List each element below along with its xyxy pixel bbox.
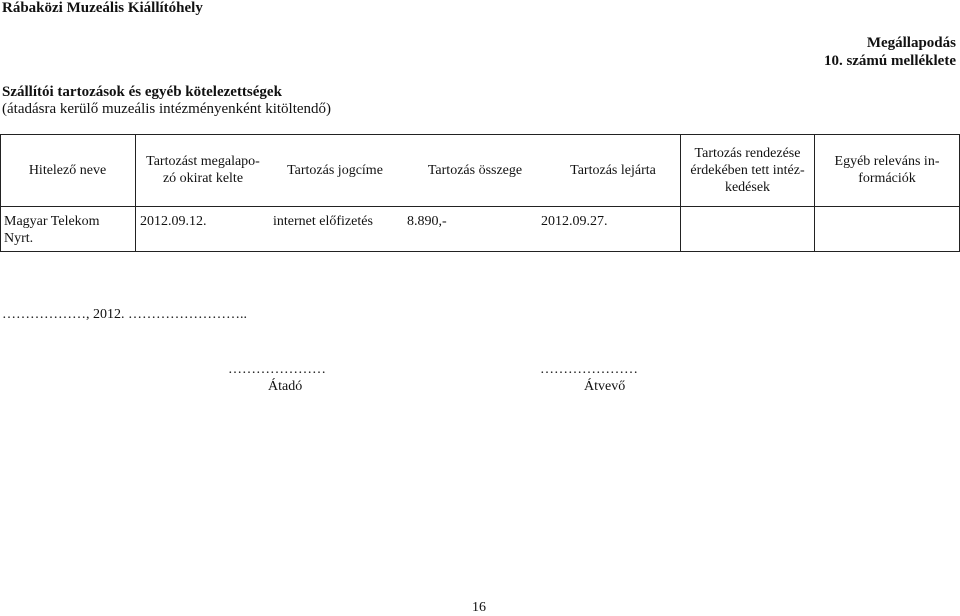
header-debt-amount: Tartozás összege [427, 162, 523, 178]
page-number: 16 [472, 600, 486, 615]
header-debt-title: Tartozás jogcíme [287, 162, 383, 178]
cell-debt-title: internet előfizetés [273, 214, 373, 229]
header-creditor-name: Hitelező neve [28, 162, 107, 178]
header-debt-due: Tartozás lejárta [570, 162, 656, 178]
annex-label: 10. számú melléklete [823, 53, 956, 69]
header-settlement-measures: Tartozás rendezése érdekében tett intéz- kedések [690, 145, 805, 195]
cell-creditor-name: Magyar Telekom Nyrt. [4, 214, 100, 246]
place-date-line: ………………, 2012. …………………….. [2, 307, 247, 322]
handover-signature-line: ………………… [228, 362, 326, 377]
organization-name: Rábaközi Muzeális Kiállítóhely [2, 0, 203, 16]
document-title: Szállítói tartozások és egyéb kötelezettségek [2, 84, 282, 100]
receiver-label: Átvevő [584, 379, 626, 394]
header-other-info: Egyéb releváns in- formációk [834, 154, 940, 186]
header-document-date: Tartozást megalapo- zó okirat kelte [146, 154, 260, 186]
cell-debt-amount: 8.890,- [407, 214, 447, 229]
table-bottom-border [0, 251, 960, 252]
table-header-bottom-border [0, 206, 960, 207]
agreement-label: Megállapodás [866, 35, 956, 51]
document-subtitle: (átadásra kerülő muzeális intézményenként kitöltendő) [2, 101, 332, 117]
cell-debt-due: 2012.09.27. [541, 214, 608, 229]
handover-label: Átadó [268, 379, 303, 394]
cell-document-date: 2012.09.12. [140, 214, 207, 229]
receiver-signature-line: ………………… [540, 362, 638, 377]
